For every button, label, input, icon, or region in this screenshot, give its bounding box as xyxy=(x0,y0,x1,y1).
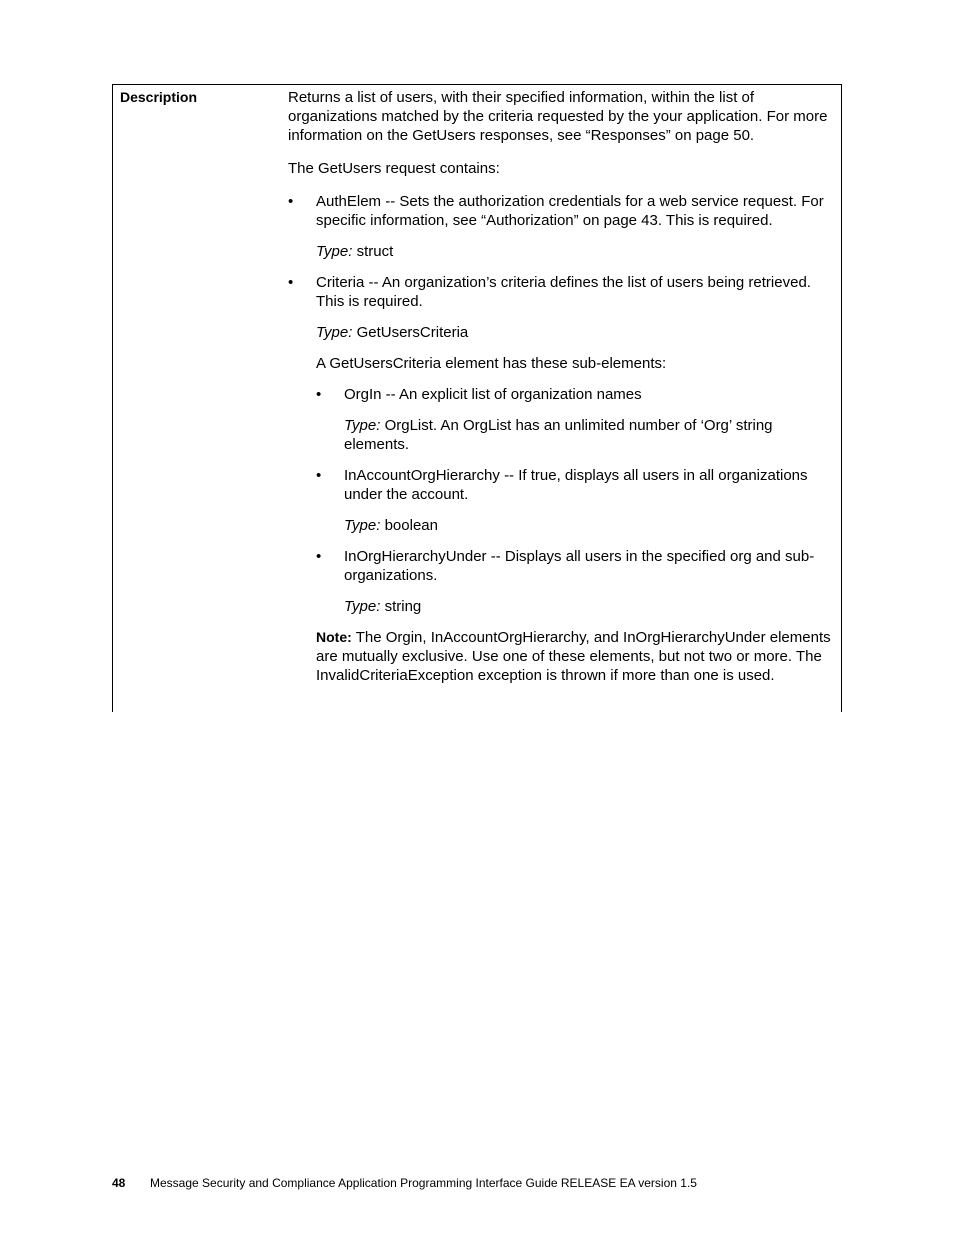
sub-item-inaccountorghierarchy xyxy=(316,466,838,504)
auth-item xyxy=(288,192,838,230)
criteria-type xyxy=(288,323,838,342)
page-footer xyxy=(112,1174,697,1193)
sub-item-orgin xyxy=(316,385,838,404)
sub-item-text: InOrgHierarchyUnder -- Displays all users in the specified org and sub-organizations. xyxy=(344,548,815,584)
description-table xyxy=(112,84,842,712)
contains-paragraph: The GetUsers request contains: xyxy=(288,160,500,177)
intro-paragraph: Returns a list of users, with their specified information, within the list of organizations matched by the criteria requested by the your application. For more information on the GetUsers responses, see “Responses” on page 50. xyxy=(288,89,828,144)
criteria-sub-intro xyxy=(288,354,838,373)
criteria-type-value: GetUsersCriteria xyxy=(356,324,469,341)
note-block xyxy=(288,628,838,685)
bullet-icon: • xyxy=(288,193,294,210)
sub-item-text: OrgIn -- An explicit list of organization names xyxy=(344,386,642,403)
sub-item-orgin-type xyxy=(316,416,838,454)
bullet-icon: • xyxy=(316,548,322,565)
auth-text: AuthElem -- Sets the authorization credentials for a web service request. For specific information, see “Authorization” on page 43. This is required. xyxy=(316,193,824,229)
footer-title: Message Security and Compliance Application Programming Interface Guide RELEASE EA version 1.5 xyxy=(150,1176,697,1190)
bullet-icon: • xyxy=(316,467,322,484)
sub-intro-text: A GetUsersCriteria element has these sub-elements: xyxy=(316,355,667,372)
note-text: The Orgin, InAccountOrgHierarchy, and InOrgHierarchyUnder elements are mutually exclusive. Use one of these elements, but not two or more. The InvalidCriteriaException exception is thrown if more than one is used. xyxy=(316,629,831,684)
auth-type xyxy=(288,242,838,261)
type-label: Type: xyxy=(344,417,381,434)
criteria-text: Criteria -- An organization’s criteria defines the list of users being retrieved. This is required. xyxy=(316,274,811,310)
sub-item-inorghierarchyunder xyxy=(316,547,838,585)
type-label: Type: xyxy=(316,243,353,260)
note-label: Note: xyxy=(316,629,352,645)
auth-type-value: struct xyxy=(356,243,394,260)
sub-item-inaccountorghierarchy-type xyxy=(316,516,838,535)
type-label: Type: xyxy=(344,598,381,615)
bullet-icon: • xyxy=(288,274,294,291)
type-label: Type: xyxy=(344,517,381,534)
row-label: Description xyxy=(120,89,198,105)
bullet-icon: • xyxy=(316,386,322,403)
criteria-item xyxy=(288,273,838,311)
description-content xyxy=(288,88,838,685)
sub-item-text: InAccountOrgHierarchy -- If true, displays all users in all organizations under the account. xyxy=(344,467,808,503)
sub-item-inorghierarchyunder-type xyxy=(316,597,838,616)
sub-type-value: boolean xyxy=(384,517,438,534)
type-label: Type: xyxy=(316,324,353,341)
sub-elements-list xyxy=(288,385,838,616)
sub-type-value: string xyxy=(384,598,422,615)
sub-type-value: OrgList. An OrgList has an unlimited number of ‘Org’ string elements. xyxy=(344,417,773,453)
page-number: 48 xyxy=(112,1176,126,1190)
